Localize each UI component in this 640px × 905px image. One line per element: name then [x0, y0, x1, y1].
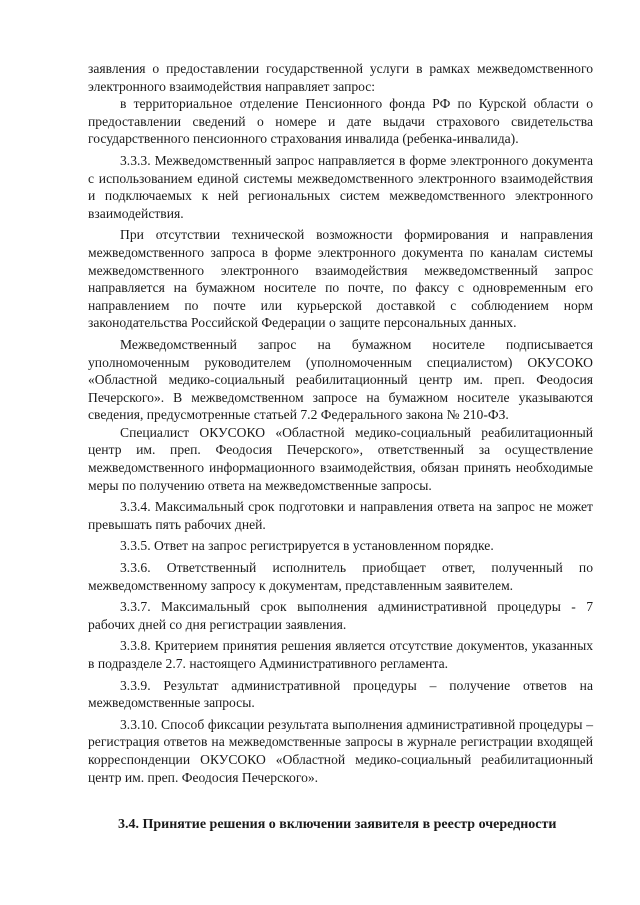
paragraph-3-3-4: 3.3.4. Максимальный срок подготовки и направления ответа на запрос не может превышать пять рабочих дней. [88, 499, 593, 532]
paragraph-3-3-7: 3.3.7. Максимальный срок выполнения административной процедуры - 7 рабочих дней со дня регистрации заявления. [88, 599, 593, 632]
paragraph-continuation: заявления о предоставлении государственной услуги в рамках межведомственного электронного взаимодействия направляет запрос: [88, 61, 593, 94]
paragraph-3-3-3: 3.3.3. Межведомственный запрос направляется в форме электронного документа с использованием единой системы межведомственного электронного взаимодействия и подключаемых к ней региональных систем межведомственного электронного взаимодействия. [88, 152, 593, 221]
paragraph-specialist: Специалист ОКУСОКО «Областной медико-социальный реабилитационный центр им. преп. Феодосия Печерского», ответственный за осуществление межведомственного информационного взаимодействия, обязан принять необходимые меры по получению ответа на межведомственные запросы. [88, 424, 593, 493]
paragraph-3-3-9: 3.3.9. Результат административной процедуры – получение ответов на межведомственные запросы. [88, 677, 593, 711]
paragraph-3-3-10: 3.3.10. Способ фиксации результата выполнения административной процедуры – регистрация ответов на межведомственные запросы в журнале регистрации входящей корреспонденции ОКУСОКО «Областной медико-социальный реабилитационный центр им. преп. Феодосия Печерского». [88, 716, 593, 785]
paragraph-pension-fund-request: в территориальное отделение Пенсионного фонда РФ по Курской области о предоставлении сведений о номере и дате выдачи страхового свидетельства государственного пенсионного страхования инвалида (ребенка-инвалида). [88, 96, 593, 147]
paragraph-3-3-5: 3.3.5. Ответ на запрос регистрируется в установленном порядке. [120, 538, 494, 554]
paragraph-3-3-8: 3.3.8. Критерием принятия решения является отсутствие документов, указанных в подразделе 2.7. настоящего Административного регламента. [88, 638, 593, 671]
paragraph-paper-request: Межведомственный запрос на бумажном носителе подписывается уполномоченным руководителем (уполномоченным специалистом) ОКУСОКО «Областной медико-социальный реабилитационный центр им. преп. Феодосия Печерского». В межведомственном запросе на бумажном носителе указываются сведения, предусмотренные статьей 7.2 Федерального закона № 210-ФЗ. [88, 336, 593, 423]
paragraph-no-technical-possibility: При отсутствии технической возможности формирования и направления межведомственного запроса в форме электронного документа по каналам системы межведомственного электронного взаимодействия межведомственный запрос направляется на бумажном носителе по почте, по факсу с одновременным его направлением по почте или курьерской доставкой с соблюдением норм законодательства Российской Федерации о защите персональных данных. [88, 227, 593, 331]
document-page [88, 60, 593, 834]
section-heading: 3.4. Принятие решения о включении заявителя в реестр очередности [118, 817, 557, 833]
paragraph-3-3-6: 3.3.6. Ответственный исполнитель приобщает ответ, полученный по межведомственному запросу к документам, представленным заявителем. [88, 560, 593, 593]
